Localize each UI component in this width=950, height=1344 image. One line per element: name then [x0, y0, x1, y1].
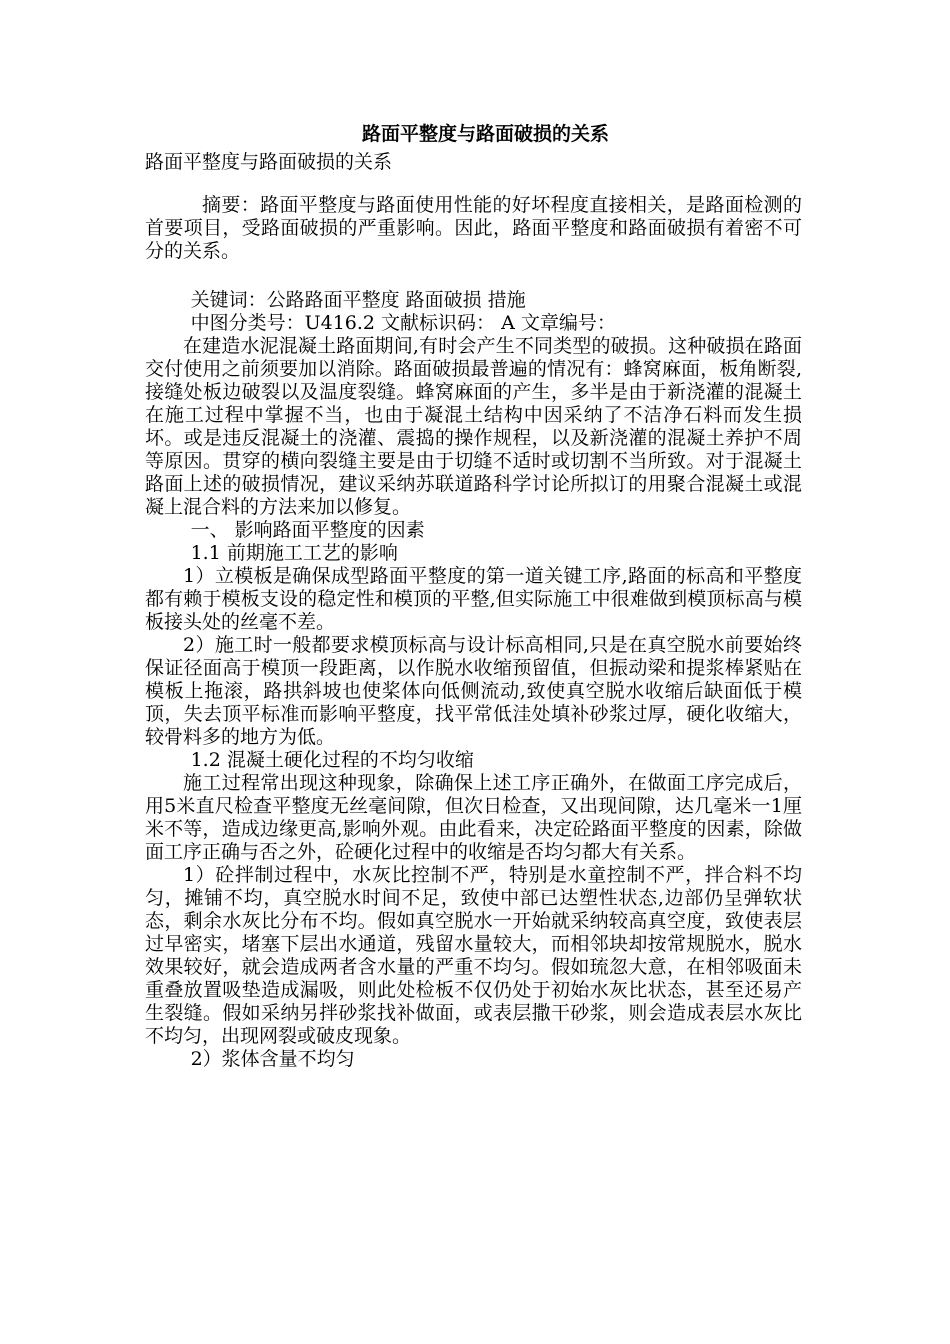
document-subtitle: 路面平整度与路面破损的关系 — [145, 151, 393, 173]
body-paragraph: 1）砼拌制过程中，水灰比控制不严，特别是水童控制不严，拌合料不均匀，摊铺不均，真空脱水时间不足，致使中部已达塑性状态,边部仍呈弹软状态，剩余水灰比分布不均。假如真空脱水一开始就采纳较高真空度，致使表层过早密实，堵塞下层出水通道，残留水量较大，而相邻块却按常规脱水，脱水效果较好，就会造成两者含水量的严重不均匀。假如琉忽大意，在相邻吸面未重叠放置吸垫造成漏吸，则此处检板不仅仍处于初始水灰比状态，甚至还易产生裂缝。假如采纳另拌砂浆找补做面，或表层撒干砂浆，则会造成表层水灰比不均匀，出现网裂或破皮现象。 — [145, 864, 802, 1047]
body-line: 2）浆体含量不均匀 — [190, 1048, 355, 1070]
body-paragraph: 2）施工时一般都要求模顶标高与设计标高相同,只是在真空脱水前要始终保证径面高于模顶一段距离，以作脱水收缩预留值，但振动梁和提浆棒紧贴在模板上拖滚，路拱斜坡也使桨体向低侧流动,致使真空脱水收缩后缺面低于模顶，失去顶平标准而影响平整度，找平常低洼处填补砂浆过厚，硬化收缩大，较骨料多的地方为低。 — [145, 634, 802, 748]
document-title: 路面平整度与路面破损的关系 — [361, 123, 609, 145]
keywords-line: 关键词：公路路面平整度 路面破损 措施 — [190, 289, 526, 311]
body-paragraph: 施工过程常出现这种现象，除确保上述工序正确外，在做面工序完成后，用5米直尺检查平整度无丝毫间隙，但次日检查，又出现间隙，达几毫米一1厘米不等，造成边缘更高,影响外观。由此看来，决定砼路面平整度的因素，除做面工序正确与否之外，砼硬化过程中的收缩是否均匀都大有关系。 — [145, 772, 802, 863]
abstract-paragraph: 摘要：路面平整度与路面使用性能的好坏程度直接相关，是路面检测的首要项目，受路面破损的严重影响。因此，路面平整度和路面破损有着密不可分的关系。 — [145, 194, 802, 262]
classification-line: 中图分类号：U416.2 文献标识码： A 文章编号： — [190, 312, 616, 334]
subsection-heading: 1.1 前期施工工艺的影响 — [190, 542, 398, 564]
body-paragraph: 1）立模板是确保成型路面平整度的第一道关键工序,路面的标高和平整度都有赖于模板支设的稳定性和模顶的平整,但实际施工中很难做到模顶标高与模板接头处的丝毫不差。 — [145, 565, 802, 633]
section-heading: 一、 影响路面平整度的因素 — [190, 519, 425, 541]
subsection-heading: 1.2 混凝土硬化过程的不均匀收缩 — [190, 749, 474, 771]
intro-paragraph: 在建造水泥混凝土路面期间,有时会产生不同类型的破损。这种破损在路面交付使用之前须要加以消除。路面破损最普遍的情况有：蜂窝麻面，板角断裂,接缝处板边破裂以及温度裂缝。蜂窝麻面的产生，多半是由于新浇灌的混凝土在施工过程中掌握不当，也由于凝混土结构中因采纳了不洁净石料而发生损坏。或是违反混凝土的浇灌、震捣的操作规程，以及新浇灌的混凝土养护不周等原因。贯穿的横向裂缝主要是由于切缝不适时或切割不当所致。对于混凝土路面上述的破损情况，建议采纳苏联道路科学讨论所拟订的用聚合混凝土或混凝上混合料的方法来加以修复。 — [145, 335, 802, 518]
